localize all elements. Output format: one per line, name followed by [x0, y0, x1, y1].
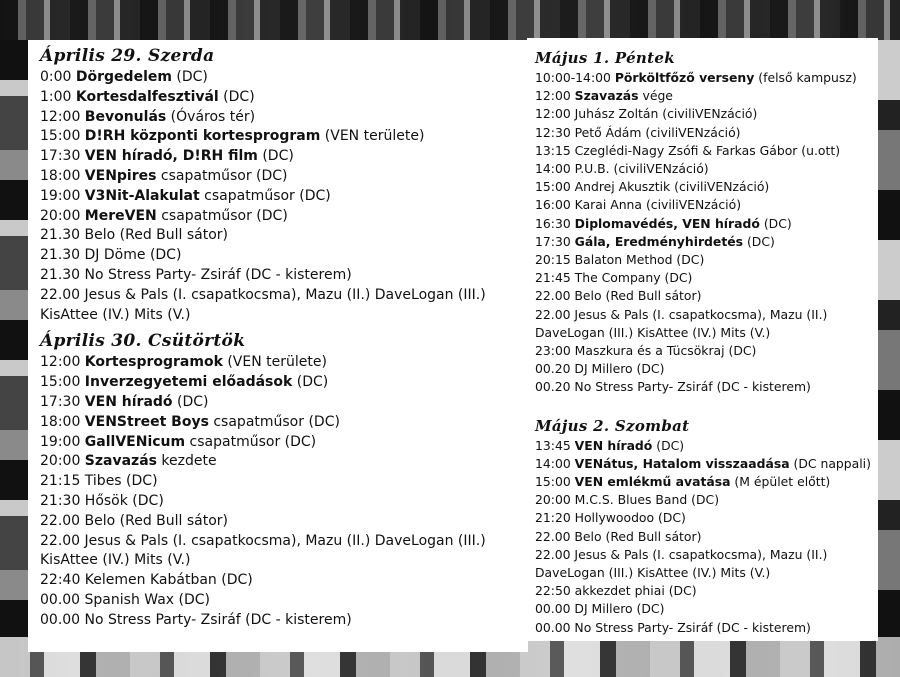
schedule-column-right	[535, 47, 875, 637]
event-item: 21.30 No Stress Party- Zsiráf (DC - kisterem)	[40, 266, 352, 283]
event-item: 00.00 Spanish Wax (DC)	[40, 591, 211, 608]
event-item: 22.00 Belo (Red Bull sátor)	[535, 528, 702, 544]
day-section-may-1	[535, 47, 875, 397]
event-item: 12:00 Kortesprogramok (VEN területe)	[40, 354, 327, 371]
event-list	[40, 68, 520, 325]
schedule-column-left	[40, 44, 520, 631]
event-item: 15:00 VEN emlékmű avatása (M épület előtt)	[535, 474, 831, 490]
event-item: 21:45 The Company (DC)	[535, 270, 693, 286]
event-item: 12:00 Bevonulás (Óváros tér)	[40, 108, 256, 125]
event-item: 12:00 Juhász Zoltán (civiliVENzáció)	[535, 106, 758, 122]
event-item: 22.00 Jesus & Pals (I. csapatkocsma), Mazu (II.) DaveLogan (III.) KisAttee (IV.) Mits (V.)	[535, 306, 828, 340]
event-item: 15:00 Andrej Akusztik (civiliVENzáció)	[535, 179, 770, 195]
day-heading: Április 29. Szerda	[40, 46, 215, 66]
event-item: 21:30 Hősök (DC)	[40, 492, 164, 509]
event-item: 12:00 Szavazás vége	[535, 88, 673, 104]
event-item: 00.00 DJ Millero (DC)	[535, 601, 665, 617]
event-item: 20:00 M.C.S. Blues Band (DC)	[535, 492, 720, 508]
event-item: 22.00 Belo (Red Bull sátor)	[40, 512, 229, 529]
event-item: 21:20 Hollywoodoo (DC)	[535, 510, 686, 526]
day-section-april-29	[40, 44, 520, 325]
event-item: 14:00 VENátus, Hatalom visszaadása (DC nappali)	[535, 455, 871, 471]
background-strip-left	[0, 40, 28, 637]
event-item: 17:30 VEN híradó, D!RH film (DC)	[40, 148, 294, 165]
event-item: 17:30 Gála, Eredményhirdetés (DC)	[535, 233, 775, 249]
event-item: 22:40 Kelemen Kabátban (DC)	[40, 572, 253, 589]
event-item: 18:00 VENpires csapatműsor (DC)	[40, 167, 288, 184]
event-list	[535, 437, 875, 637]
event-item: 0:00 Dörgedelem (DC)	[40, 69, 208, 85]
day-heading: Április 30. Csütörtök	[40, 331, 246, 352]
event-item: 00.00 No Stress Party- Zsiráf (DC - kisterem)	[535, 619, 811, 635]
event-item: 16:30 Diplomavédés, VEN híradó (DC)	[535, 215, 792, 231]
event-item: 21.30 Belo (Red Bull sátor)	[40, 227, 229, 244]
event-item: 16:00 Karai Anna (civiliVENzáció)	[535, 197, 742, 213]
event-item: 19:00 V3Nit-Alakulat csapatműsor (DC)	[40, 187, 331, 204]
event-item: 18:00 VENStreet Boys csapatműsor (DC)	[40, 413, 340, 430]
day-section-may-2	[535, 415, 875, 637]
event-item: 22.00 Jesus & Pals (I. csapatkocsma), Mazu (II.) DaveLogan (III.) KisAttee (IV.) Mits (V.)	[535, 546, 828, 581]
section-spacer	[535, 397, 875, 415]
day-heading: Május 2. Szombat	[535, 416, 690, 435]
event-item: 13:45 VEN híradó (DC)	[535, 437, 685, 453]
event-list	[535, 69, 875, 397]
event-item: 15:00 D!RH központi kortesprogram (VEN területe)	[40, 128, 425, 145]
event-item: 23:00 Maszkura és a Tücsökraj (DC)	[535, 343, 757, 359]
event-item: 20:00 MereVEN csapatműsor (DC)	[40, 207, 288, 224]
event-list	[40, 353, 520, 630]
event-item: 19:00 GallVENicum csapatműsor (DC)	[40, 433, 317, 450]
event-item: 22:50 akkezdet phiai (DC)	[535, 583, 697, 599]
background-crowd-strip-top	[0, 0, 900, 40]
event-item: 14:00 P.U.B. (civiliVENzáció)	[535, 161, 709, 177]
event-item: 00.20 No Stress Party- Zsiráf (DC - kisterem)	[535, 379, 811, 395]
event-item: 22.00 Belo (Red Bull sátor)	[535, 288, 702, 304]
day-section-april-30	[40, 329, 520, 630]
event-item: 21.30 DJ Döme (DC)	[40, 247, 182, 264]
event-item: 21:15 Tibes (DC)	[40, 473, 158, 490]
event-item: 20:15 Balaton Method (DC)	[535, 252, 705, 268]
event-item: 22.00 Jesus & Pals (I. csapatkocsma), Mazu (II.) DaveLogan (III.) KisAttee (IV.) Mits (V.)	[40, 286, 486, 323]
day-heading: Május 1. Péntek	[535, 49, 675, 67]
event-item: 15:00 Inverzegyetemi előadások (DC)	[40, 374, 329, 391]
background-strip-right	[878, 40, 900, 637]
event-item: 12:30 Pető Ádám (civiliVENzáció)	[535, 124, 741, 140]
event-item: 17:30 VEN híradó (DC)	[40, 393, 209, 410]
event-item: 22.00 Jesus & Pals (I. csapatkocsma), Mazu (II.) DaveLogan (III.) KisAttee (IV.) Mits (V.)	[40, 532, 486, 569]
event-item: 00.20 DJ Millero (DC)	[535, 361, 665, 377]
event-item: 20:00 Szavazás kezdete	[40, 453, 217, 470]
event-item: 1:00 Kortesdalfesztivál (DC)	[40, 88, 255, 105]
event-item: 00.00 No Stress Party- Zsiráf (DC - kisterem)	[40, 611, 352, 628]
event-item: 13:15 Czeglédi-Nagy Zsófi & Farkas Gábor (u.ott)	[535, 142, 841, 158]
event-item: 10:00-14:00 Pörköltfőző verseny (felső kampusz)	[535, 70, 857, 85]
